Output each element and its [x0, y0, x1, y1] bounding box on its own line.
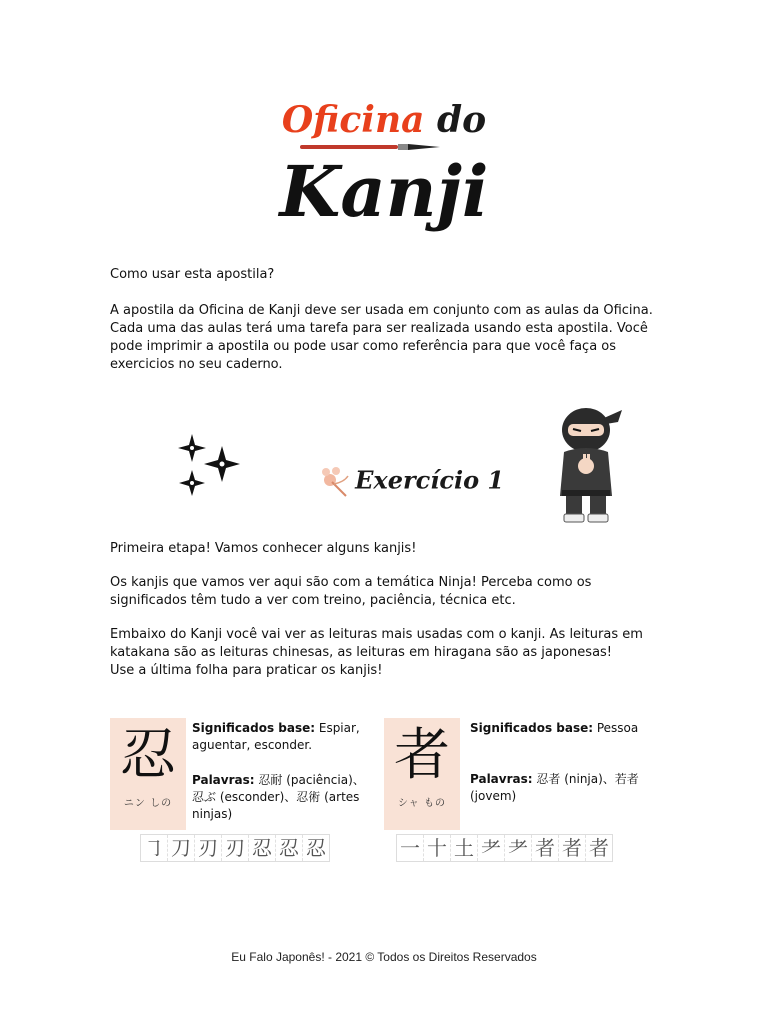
kanji-glyph: 忍	[120, 723, 176, 788]
stroke-step: 忍	[306, 836, 326, 860]
instructions-practice: Use a última folha para praticar os kanjis!	[110, 663, 383, 678]
stroke-step: 一	[397, 835, 424, 861]
stroke-step: 者	[589, 836, 609, 860]
stroke-step: ㇆	[141, 835, 168, 861]
kanji-glyph: 者	[394, 723, 450, 788]
kanji-card-mono	[384, 718, 460, 830]
stroke-step: 者	[559, 835, 586, 861]
stroke-order-row-mono	[396, 834, 613, 862]
words-label: Palavras:	[192, 773, 255, 787]
words-label: Palavras:	[470, 772, 533, 786]
stroke-step: 耂	[478, 835, 505, 861]
meaning-label: Significados base:	[192, 721, 316, 735]
stroke-step: 刀	[168, 835, 195, 861]
flower-icon	[318, 462, 350, 498]
kanji-readings: ニン しの	[123, 798, 173, 809]
words-value: 忍者 (ninja)、若者 (jovem)	[470, 772, 639, 803]
stroke-step: 忍	[249, 835, 276, 861]
shuriken-stars-icon	[172, 432, 248, 500]
kanji-card-mono-text	[470, 720, 660, 805]
meaning-label: Significados base:	[470, 721, 594, 735]
stroke-step: 耂	[505, 835, 532, 861]
stroke-step: 十	[424, 835, 451, 861]
stroke-step: 土	[451, 835, 478, 861]
footer-copyright: Eu Falo Japonês! - 2021 © Todos os Direitos Reservados	[231, 950, 537, 964]
title-line-oficina-do	[0, 98, 768, 142]
instructions-section	[110, 540, 670, 680]
intro-body: A apostila da Oficina de Kanji deve ser usada em conjunto com as aulas da Oficina. Cada uma das aulas terá uma tarefa para ser realizada usando esta apostila. Você pode imprimir a apostila ou pode usar como referência para que você faça os exercicios no seu caderno.	[110, 303, 653, 372]
kanji-card-shinobi	[110, 718, 186, 830]
stroke-step: 者	[532, 835, 559, 861]
stroke-step: 刃	[195, 835, 222, 861]
ninja-illustration	[548, 404, 628, 530]
intro-heading: Como usar esta apostila?	[110, 267, 275, 282]
exercise-heading	[318, 462, 504, 502]
instructions-step1: Primeira etapa! Vamos conhecer alguns kanjis!	[110, 541, 417, 556]
instructions-theme: Os kanjis que vamos ver aqui são com a temática Ninja! Perceba como os significados têm tudo a ver com treino, paciência, técnica etc.	[110, 575, 592, 608]
title-word-oficina: Oficina	[281, 99, 425, 141]
stroke-step: 刃	[222, 835, 249, 861]
meaning-value: Pessoa	[596, 721, 639, 735]
intro-section	[110, 266, 670, 374]
instructions-readings: Embaixo do Kanji você vai ver as leituras mais usadas com o kanji. As leituras em katakana são as leituras chinesas, as leituras em hiragana são as japonesas!	[110, 627, 643, 660]
title-word-kanji: Kanji	[279, 150, 489, 233]
exercise-label: Exercício 1	[355, 465, 505, 495]
meaning-value: Espiar, aguentar, esconder.	[192, 721, 360, 752]
words-value: 忍耐 (paciência)、忍ぶ (esconder)、忍術 (artes ninjas)	[192, 773, 365, 821]
kanji-readings: シャ もの	[398, 798, 446, 809]
stroke-order-row-shinobi	[140, 834, 330, 862]
kanji-card-shinobi-text	[192, 720, 376, 823]
title-word-do: do	[437, 99, 487, 141]
stroke-step: 忍	[276, 835, 303, 861]
